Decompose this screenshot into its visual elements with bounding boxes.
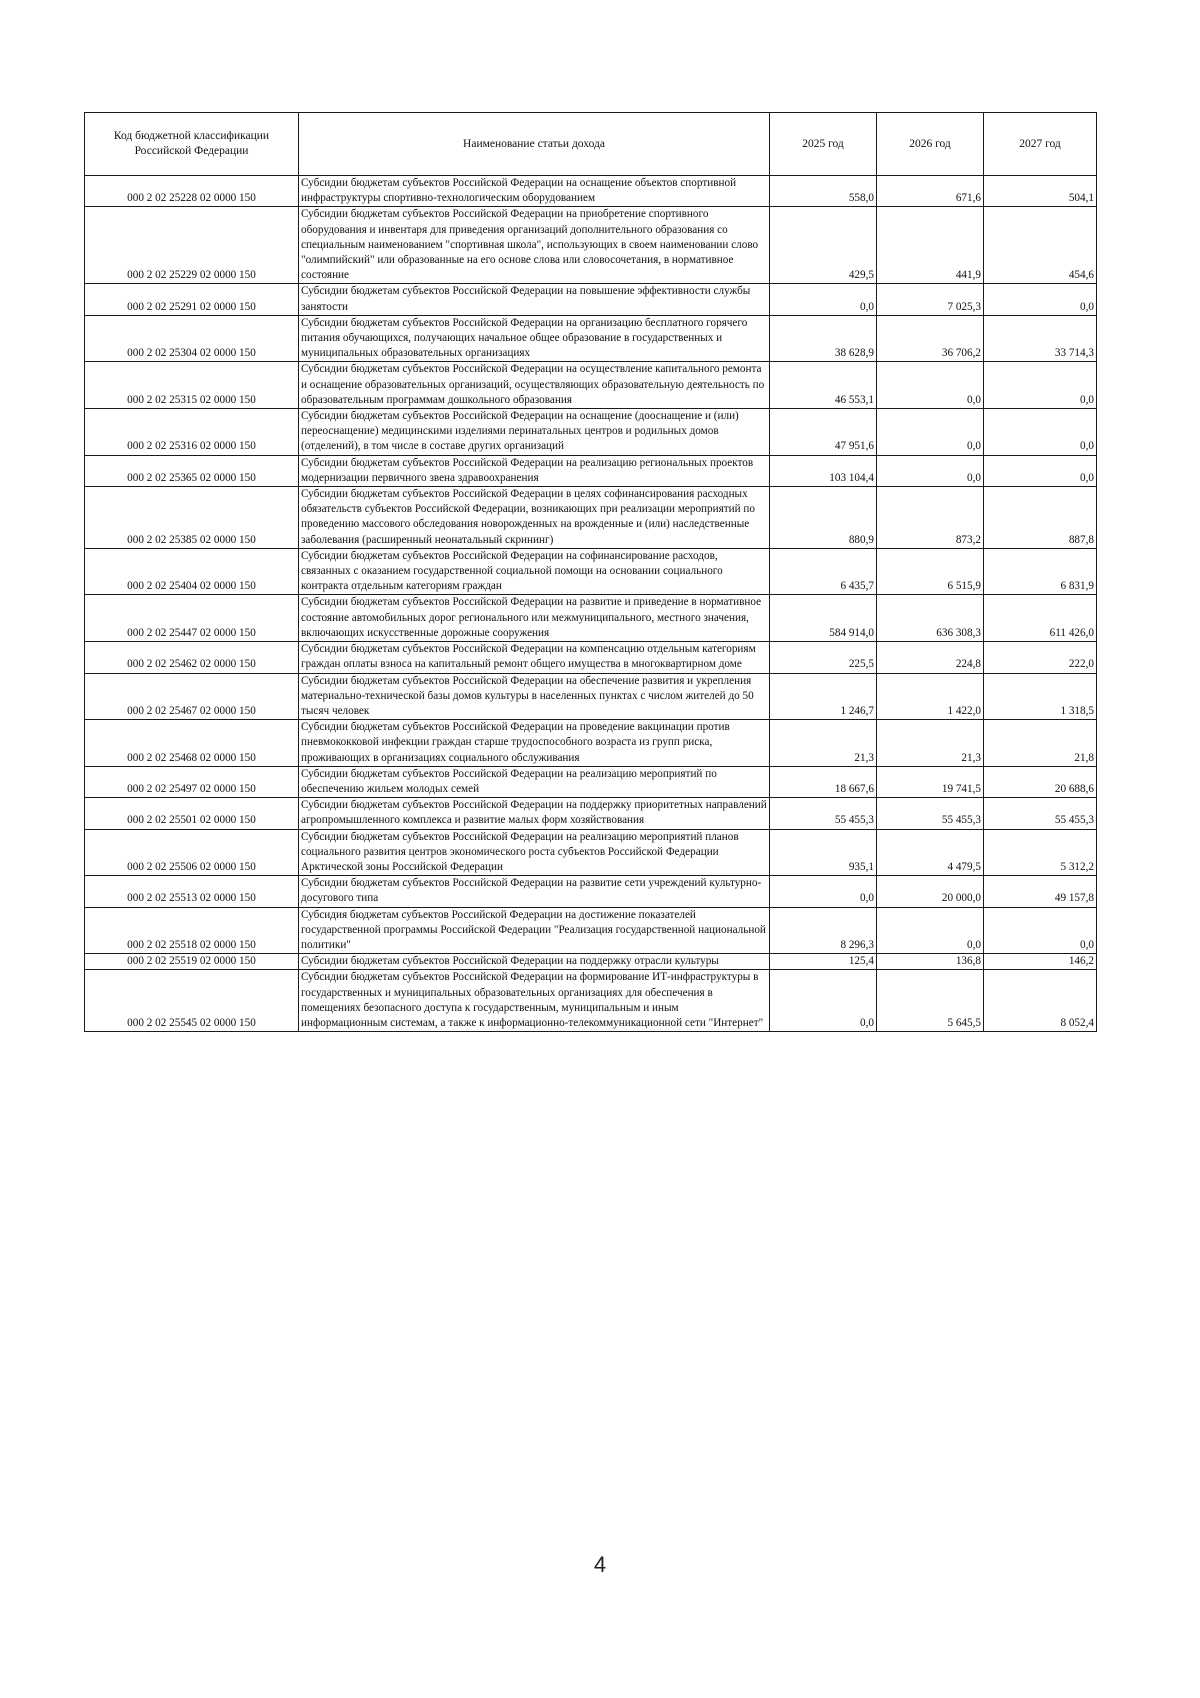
amount-2027-cell: 504,1 (984, 176, 1097, 207)
amount-2026-cell: 0,0 (877, 455, 984, 486)
revenue-name-cell: Субсидии бюджетам субъектов Российской Федерации на поддержку отрасли культуры (299, 954, 770, 970)
amount-2026-cell: 55 455,3 (877, 798, 984, 829)
amount-2026-cell: 7 025,3 (877, 284, 984, 315)
amount-2027-cell: 20 688,6 (984, 766, 1097, 797)
amount-2025-cell: 38 628,9 (770, 315, 877, 362)
header-year-2027: 2027 год (984, 113, 1097, 176)
table-row (85, 673, 1097, 720)
amount-2027-cell: 6 831,9 (984, 548, 1097, 595)
budget-code-cell: 000 2 02 25518 02 0000 150 (85, 907, 299, 954)
table-row (85, 487, 1097, 549)
amount-2026-cell: 1 422,0 (877, 673, 984, 720)
table-row (85, 362, 1097, 409)
budget-code-cell: 000 2 02 25497 02 0000 150 (85, 766, 299, 797)
revenue-name-cell: Субсидии бюджетам субъектов Российской Федерации на повышение эффективности службы занятости (299, 284, 770, 315)
revenue-name-cell: Субсидии бюджетам субъектов Российской Федерации на организацию бесплатного горячего питания обучающихся, получающих начальное общее образование в государственных и муниципальных образовательных организациях (299, 315, 770, 362)
table-row (85, 409, 1097, 456)
table-row (85, 176, 1097, 207)
amount-2025-cell: 935,1 (770, 829, 877, 876)
amount-2026-cell: 19 741,5 (877, 766, 984, 797)
table-row (85, 798, 1097, 829)
budget-code-cell: 000 2 02 25228 02 0000 150 (85, 176, 299, 207)
amount-2027-cell: 146,2 (984, 954, 1097, 970)
revenue-name-cell: Субсидии бюджетам субъектов Российской Федерации на формирование ИТ-инфраструктуры в государственных и муниципальных образовательных организациях для обеспечения в помещениях безопасного доступа к государственным, муниципальным и иным информационным системам, а также к информационно-телекоммуникационной сети "Интернет" (299, 970, 770, 1032)
amount-2025-cell: 18 667,6 (770, 766, 877, 797)
amount-2026-cell: 21,3 (877, 720, 984, 767)
table-row (85, 876, 1097, 907)
revenue-name-cell: Субсидии бюджетам субъектов Российской Федерации на приобретение спортивного оборудования и инвентаря для приведения организаций дополнительного образования со специальным наименованием "спортивная школа", использующих в своем наименовании слово "олимпийский" или образованные на его основе слова или словосочетания, в нормативное состояние (299, 207, 770, 284)
budget-code-cell: 000 2 02 25519 02 0000 150 (85, 954, 299, 970)
amount-2027-cell: 8 052,4 (984, 970, 1097, 1032)
amount-2025-cell: 584 914,0 (770, 595, 877, 642)
revenue-name-cell: Субсидии бюджетам субъектов Российской Федерации на реализацию региональных проектов модернизации первичного звена здравоохранения (299, 455, 770, 486)
revenue-name-cell: Субсидии бюджетам субъектов Российской Федерации на поддержку приоритетных направлений агропромышленного комплекса и развитие малых форм хозяйствования (299, 798, 770, 829)
budget-code-cell: 000 2 02 25462 02 0000 150 (85, 642, 299, 673)
budget-code-cell: 000 2 02 25365 02 0000 150 (85, 455, 299, 486)
amount-2027-cell: 0,0 (984, 455, 1097, 486)
amount-2025-cell: 1 246,7 (770, 673, 877, 720)
amount-2025-cell: 46 553,1 (770, 362, 877, 409)
amount-2026-cell: 671,6 (877, 176, 984, 207)
amount-2025-cell: 429,5 (770, 207, 877, 284)
revenue-name-cell: Субсидии бюджетам субъектов Российской Федерации на компенсацию отдельным категориям граждан оплаты взноса на капитальный ремонт общего имущества в многоквартирном доме (299, 642, 770, 673)
amount-2026-cell: 36 706,2 (877, 315, 984, 362)
amount-2025-cell: 103 104,4 (770, 455, 877, 486)
revenue-name-cell: Субсидии бюджетам субъектов Российской Федерации на реализацию мероприятий по обеспечению жильем молодых семей (299, 766, 770, 797)
table-row (85, 907, 1097, 954)
amount-2026-cell: 20 000,0 (877, 876, 984, 907)
amount-2025-cell: 55 455,3 (770, 798, 877, 829)
amount-2026-cell: 136,8 (877, 954, 984, 970)
budget-code-cell: 000 2 02 25506 02 0000 150 (85, 829, 299, 876)
revenue-name-cell: Субсидии бюджетам субъектов Российской Федерации на обеспечение развития и укрепления материально-технической базы домов культуры в населенных пунктах с числом жителей до 50 тысяч человек (299, 673, 770, 720)
budget-code-cell: 000 2 02 25468 02 0000 150 (85, 720, 299, 767)
amount-2027-cell: 0,0 (984, 362, 1097, 409)
revenue-name-cell: Субсидии бюджетам субъектов Российской Федерации на софинансирование расходов, связанных с оказанием государственной социальной помощи на основании социального контракта отдельным категориям граждан (299, 548, 770, 595)
table-row (85, 315, 1097, 362)
table-body (85, 176, 1097, 1032)
revenue-name-cell: Субсидии бюджетам субъектов Российской Федерации на оснащение (дооснащение и (или) переоснащение) медицинскими изделиями перинатальных центров и родильных домов (отделений), в том числе в составе других организаций (299, 409, 770, 456)
budget-code-cell: 000 2 02 25316 02 0000 150 (85, 409, 299, 456)
amount-2025-cell: 0,0 (770, 284, 877, 315)
amount-2027-cell: 33 714,3 (984, 315, 1097, 362)
table-row (85, 766, 1097, 797)
amount-2027-cell: 5 312,2 (984, 829, 1097, 876)
budget-code-cell: 000 2 02 25545 02 0000 150 (85, 970, 299, 1032)
amount-2026-cell: 0,0 (877, 409, 984, 456)
amount-2026-cell: 441,9 (877, 207, 984, 284)
amount-2026-cell: 873,2 (877, 487, 984, 549)
table-row (85, 954, 1097, 970)
revenue-name-cell: Субсидии бюджетам субъектов Российской Федерации на проведение вакцинации против пневмококковой инфекции граждан старше трудоспособного возраста из групп риска, проживающих в организациях социального обслуживания (299, 720, 770, 767)
budget-code-cell: 000 2 02 25229 02 0000 150 (85, 207, 299, 284)
table-row (85, 642, 1097, 673)
revenue-name-cell: Субсидии бюджетам субъектов Российской Федерации на развитие и приведение в нормативное состояние автомобильных дорог регионального или межмуниципального, местного значения, включающих искусственные дорожные сооружения (299, 595, 770, 642)
amount-2027-cell: 611 426,0 (984, 595, 1097, 642)
header-year-2026: 2026 год (877, 113, 984, 176)
amount-2025-cell: 6 435,7 (770, 548, 877, 595)
budget-code-cell: 000 2 02 25447 02 0000 150 (85, 595, 299, 642)
table-row (85, 970, 1097, 1032)
amount-2027-cell: 222,0 (984, 642, 1097, 673)
amount-2027-cell: 0,0 (984, 409, 1097, 456)
table-row (85, 548, 1097, 595)
budget-code-cell: 000 2 02 25291 02 0000 150 (85, 284, 299, 315)
amount-2025-cell: 225,5 (770, 642, 877, 673)
amount-2026-cell: 4 479,5 (877, 829, 984, 876)
amount-2025-cell: 558,0 (770, 176, 877, 207)
revenue-name-cell: Субсидии бюджетам субъектов Российской Федерации в целях софинансирования расходных обязательств субъектов Российской Федерации, возникающих при реализации мероприятий по проведению массового обследования новорожденных на врожденные и (или) наследственные заболевания (расширенный неонатальный скрининг) (299, 487, 770, 549)
table-row (85, 829, 1097, 876)
budget-code-cell: 000 2 02 25501 02 0000 150 (85, 798, 299, 829)
table-row (85, 595, 1097, 642)
amount-2027-cell: 0,0 (984, 284, 1097, 315)
amount-2025-cell: 21,3 (770, 720, 877, 767)
page-number: 4 (593, 1552, 607, 1577)
amount-2026-cell: 5 645,5 (877, 970, 984, 1032)
amount-2027-cell: 21,8 (984, 720, 1097, 767)
budget-code-cell: 000 2 02 25304 02 0000 150 (85, 315, 299, 362)
budget-code-cell: 000 2 02 25315 02 0000 150 (85, 362, 299, 409)
revenue-name-cell: Субсидии бюджетам субъектов Российской Федерации на осуществление капитального ремонта и оснащение образовательных организаций, осуществляющих образовательную деятельность по образовательным программам дошкольного образования (299, 362, 770, 409)
amount-2025-cell: 125,4 (770, 954, 877, 970)
header-year-2025: 2025 год (770, 113, 877, 176)
amount-2025-cell: 880,9 (770, 487, 877, 549)
amount-2026-cell: 636 308,3 (877, 595, 984, 642)
amount-2025-cell: 0,0 (770, 876, 877, 907)
header-revenue-name: Наименование статьи дохода (299, 113, 770, 176)
amount-2027-cell: 887,8 (984, 487, 1097, 549)
amount-2027-cell: 454,6 (984, 207, 1097, 284)
amount-2026-cell: 6 515,9 (877, 548, 984, 595)
revenue-name-cell: Субсидия бюджетам субъектов Российской Федерации на достижение показателей государственной программы Российской Федерации "Реализация государственной национальной политики" (299, 907, 770, 954)
budget-code-cell: 000 2 02 25513 02 0000 150 (85, 876, 299, 907)
amount-2027-cell: 49 157,8 (984, 876, 1097, 907)
revenue-name-cell: Субсидии бюджетам субъектов Российской Федерации на оснащение объектов спортивной инфраструктуры спортивно-технологическим оборудованием (299, 176, 770, 207)
table-row (85, 207, 1097, 284)
amount-2026-cell: 0,0 (877, 907, 984, 954)
revenue-name-cell: Субсидии бюджетам субъектов Российской Федерации на развитие сети учреждений культурно-досугового типа (299, 876, 770, 907)
header-budget-code: Код бюджетной классификации Российской Федерации (85, 113, 299, 176)
table-row (85, 284, 1097, 315)
amount-2025-cell: 8 296,3 (770, 907, 877, 954)
budget-code-cell: 000 2 02 25467 02 0000 150 (85, 673, 299, 720)
amount-2027-cell: 1 318,5 (984, 673, 1097, 720)
table-row (85, 455, 1097, 486)
revenue-table (84, 112, 1097, 1032)
table-row (85, 720, 1097, 767)
amount-2026-cell: 0,0 (877, 362, 984, 409)
amount-2025-cell: 0,0 (770, 970, 877, 1032)
amount-2027-cell: 55 455,3 (984, 798, 1097, 829)
budget-code-cell: 000 2 02 25385 02 0000 150 (85, 487, 299, 549)
amount-2026-cell: 224,8 (877, 642, 984, 673)
budget-code-cell: 000 2 02 25404 02 0000 150 (85, 548, 299, 595)
revenue-name-cell: Субсидии бюджетам субъектов Российской Федерации на реализацию мероприятий планов социального развития центров экономического роста субъектов Российской Федерации Арктической зоны Российской Федерации (299, 829, 770, 876)
table-header-row (85, 113, 1097, 176)
amount-2025-cell: 47 951,6 (770, 409, 877, 456)
amount-2027-cell: 0,0 (984, 907, 1097, 954)
